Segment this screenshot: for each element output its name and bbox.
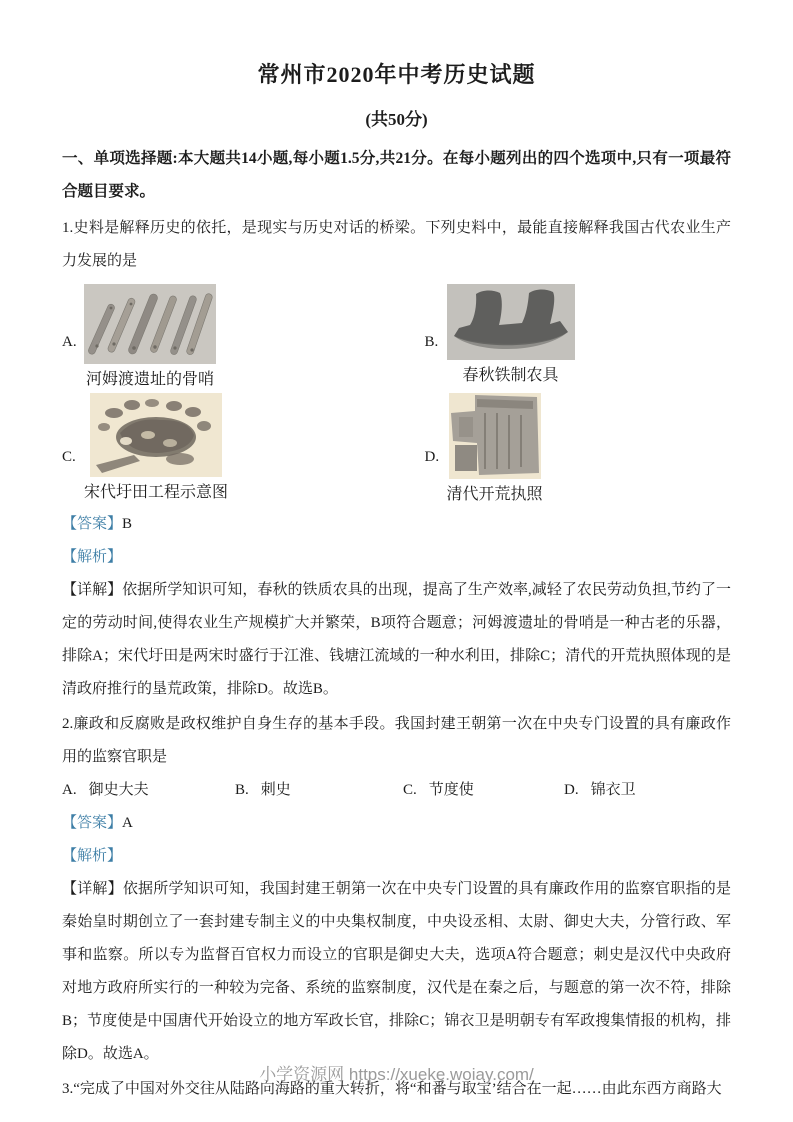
q1-option-b-label: B.	[424, 334, 439, 350]
q1-analysis-line	[62, 541, 731, 574]
q1-answer-value: B	[122, 516, 133, 532]
footer-site-link[interactable]: 小学资源网 https://xueke.woiay.com/	[259, 1065, 534, 1084]
q1-option-c	[62, 393, 369, 508]
q2-answer-value: A	[122, 815, 133, 831]
q1-option-c-label: C.	[62, 449, 76, 465]
page-title: 常州市2020年中考历史试题	[257, 62, 536, 87]
q2-choice-d-label: D.	[564, 782, 579, 798]
q2-analysis-label: 【解析】	[62, 848, 123, 864]
q2-choice-a	[62, 774, 235, 807]
q2-choice-b-text: 刺史	[260, 782, 291, 798]
q1-detail-explanation: 【详解】依据所学知识可知，春秋的铁质农具的出现，提高了生产效率,减轻了农民劳动负担,节约了一定的劳动时间,使得农业生产规模扩大并繁荣，B项符合题意；河姆渡遗址的骨哨是一种古老的乐器，排除A；宋代圩田是两宋时盛行于江淮、钱塘江流域的一种水利田，排除C；清代的开荒执照体现的是清政府推行的垦荒政策，排除D。故选B。	[62, 582, 731, 697]
question-2-choices	[62, 774, 731, 807]
q1-option-a	[62, 284, 369, 393]
iron-farm-tool-image	[447, 284, 575, 360]
q1-option-b-caption: 春秋铁制农具	[462, 367, 559, 384]
q2-answer-label: 【答案】	[62, 815, 123, 831]
section-one-heading: 一、单项选择题:本大题共14小题,每小题1.5分,共21分。在每小题列出的四个选项中,只有一项最符合题目要求。	[62, 150, 731, 200]
q2-choice-c-label: C.	[403, 782, 417, 798]
bone-whistles-image	[84, 284, 216, 364]
question-1-image-options	[62, 284, 731, 508]
q1-answer-line	[62, 508, 731, 541]
q2-answer-line	[62, 807, 731, 840]
q1-option-d-caption: 清代开荒执照	[446, 486, 543, 503]
q1-option-d	[425, 393, 732, 508]
q1-analysis-label: 【解析】	[62, 549, 123, 565]
total-score-subtitle: (共50分)	[365, 110, 428, 129]
q2-choice-a-label: A.	[62, 782, 77, 798]
q2-choice-d-text: 锦衣卫	[590, 782, 636, 798]
song-polder-diagram-image	[90, 393, 222, 477]
question-2-stem: 2.廉政和反腐败是政权维护自身生存的基本手段。我国封建王朝第一次在中央专门设置的具有廉政作用的监察官职是	[62, 716, 731, 765]
q2-choice-b	[235, 774, 403, 807]
q1-option-b	[425, 284, 732, 393]
q2-choice-c-text: 节度使	[428, 782, 474, 798]
q2-analysis-line	[62, 840, 731, 873]
q2-choice-b-label: B.	[235, 782, 249, 798]
qing-land-permit-image	[449, 393, 541, 479]
question-3-stem: 3.“完成了中国对外交往从陆路向海路的重大转折，将“和番与取宝’结合在一起……由此东西方商路大	[62, 1081, 722, 1097]
q1-option-d-label: D.	[424, 449, 440, 465]
q2-choice-a-text: 御史大夫	[88, 782, 149, 798]
q1-answer-label: 【答案】	[62, 516, 123, 532]
site-footer	[0, 1060, 793, 1085]
question-1-stem: 1.史料是解释历史的依托，是现实与历史对话的桥梁。下列史料中，最能直接解释我国古代农业生产力发展的是	[62, 220, 731, 269]
q1-option-c-caption: 宋代圩田工程示意图	[84, 484, 229, 501]
q2-choice-d	[564, 774, 636, 807]
q1-option-a-label: A.	[62, 334, 77, 350]
q1-option-a-caption: 河姆渡遗址的骨哨	[85, 371, 214, 388]
q2-detail-explanation: 【详解】依据所学知识可知，我国封建王朝第一次在中央专门设置的具有廉政作用的监察官职指的是秦始皇时期创立了一套封建专制主义的中央集权制度，中央设丞相、太尉、御史大夫，分管行政、军事和监察。所以专为监督百官权力而设立的官职是御史大夫，选项A符合题意；刺史是汉代中央政府对地方政府所实行的一种较为完备、系统的监察制度，汉代是在秦之后，与题意的第一次不符，排除B；节度使是中国唐代开始设立的地方军政长官，排除C；锦衣卫是明朝专有军政搜集情报的机构，排除D。故选A。	[62, 881, 731, 1062]
q2-choice-c	[403, 774, 564, 807]
